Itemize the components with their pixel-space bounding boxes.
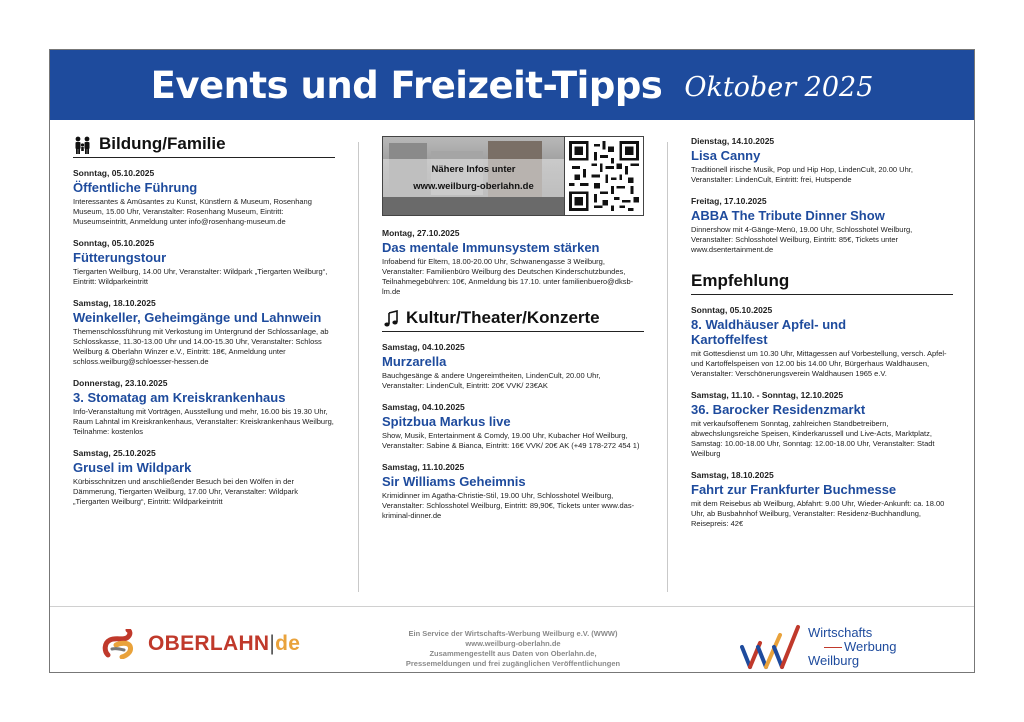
event-item [691,470,953,529]
section-heading-culture [382,308,644,332]
event-date: Dienstag, 14.10.2025 [691,136,775,146]
event-title: 8. Waldhäuser Apfel- und Kartoffelfest [691,317,847,347]
event-title: Spitzbua Markus live [382,414,511,429]
event-date: Samstag, 18.10.2025 [691,470,774,480]
www-logo-text [808,626,897,668]
event-date: Samstag, 11.10. - Sonntag, 12.10.2025 [691,390,844,400]
section-title: Kultur/Theater/Konzerte [406,308,600,327]
service-link[interactable]: www.weilburg-oberlahn.de [465,639,561,648]
event-title: Fahrt zur Frankfurter Buchmesse [691,482,897,497]
logo-suffix: de [275,632,301,655]
service-line: Ein Service der Wirtschafts-Werbung Weilburg e.V. (WWW) [408,629,618,638]
service-line: Zusammengestellt aus Daten von Oberlahn.de, [429,649,597,658]
oberlahn-logo-icon [102,629,142,659]
event-title: 3. Stomatag am Kreiskrankenhaus [73,390,286,405]
event-item [691,136,953,185]
event-date: Samstag, 04.10.2025 [382,402,465,412]
event-description: Krimidinner im Agatha-Christie-Stil, 19.00 Uhr, Schlosshotel Weilburg, Veranstalter: Schlosshotel Weilburg, Eintritt: 89,90€, Tickets unter www.das-kriminal-dinner.de [382,491,635,520]
event-date: Sonntag, 05.10.2025 [73,168,155,178]
promo-text [383,159,564,197]
page-title: Events und Freizeit-Tipps [150,63,663,107]
event-item [382,228,644,297]
event-item [691,390,953,459]
event-description: mit dem Reisebus ab Weilburg, Abfahrt: 9.00 Uhr, Wieder-Ankunft: ca. 18.00 Uhr, ab Busbahnhof Weilburg, Veranstalter: Residenz-Buchhandlung, Reisepreis: 42€ [691,499,945,528]
event-title: Fütterungstour [73,250,167,265]
section-title: Empfehlung [691,271,790,290]
event-date: Samstag, 18.10.2025 [73,298,156,308]
event-title: Sir Williams Geheimnis [382,474,526,489]
header-banner [50,50,974,120]
logo-line1: Wirtschafts [808,625,873,640]
event-title: Das mentale Immunsystem stärken [382,240,600,255]
event-item [73,378,335,437]
event-item [382,462,644,521]
event-item [691,305,953,379]
event-description: Themenschlossführung mit Verkostung im Untergrund der Schlossanlage, ab Schlosskasse, 11.30-13.00 Uhr und 14.00-15.30 Uhr, Veranstalter: Schloss Weilburg & Oberlahn Winzer e.V., Eintritt: 18€, Anmeldung unter schloss.weilburg@schloesser-hessen.de [73,327,329,366]
event-description: Kürbisschnitzen und anschließender Besuch bei den Wölfen in der Dämmerung, Tiergarten Weilburg, 17.00 Uhr, Veranstalter: Wildpark „Tiergarten Weilburg“, Eintritt: Wildparkeintritt [73,477,298,506]
event-item [73,168,335,227]
section-heading-family [73,134,335,158]
service-note [350,629,676,669]
section-title: Bildung/Familie [99,134,226,153]
event-date: Sonntag, 05.10.2025 [73,238,155,248]
event-item [382,342,644,391]
event-item [73,448,335,507]
event-description: Show, Musik, Entertainment & Comdy, 19.00 Uhr, Kubacher Hof Weilburg, Veranstalter: Sabine & Bianca, Eintritt: 16€ VVK/ 20€ AK (+49 178-272 454 1) [382,431,640,450]
event-title: Murzarella [382,354,447,369]
promo-line1: Nähere Infos unter [431,164,516,175]
event-date: Montag, 27.10.2025 [382,228,460,238]
event-title: Grusel im Wildpark [73,460,192,475]
event-date: Freitag, 17.10.2025 [691,196,767,206]
event-description: Tiergarten Weilburg, 14.00 Uhr, Veranstalter: Wildpark „Tiergarten Weilburg“, Eintritt: Wildparkeintritt [73,267,328,286]
event-date: Sonntag, 05.10.2025 [691,305,773,315]
event-description: Bauchgesänge & andere Ungereimtheiten, LindenCult, 20.00 Uhr, Veranstalter: LindenCult, Eintritt: 20€ VVK/ 23€AK [382,371,601,390]
promo-box[interactable] [382,136,644,216]
column-divider [358,142,359,592]
event-description: Interessantes & Amüsantes zu Kunst, Künstlern & Museum, Rosenhang Museum, 15.00 Uhr, Veranstalter: Rosenhang Museum, Eintritt: Museumseintritt, Anmeldung unter info@rosenhang-museum.de [73,197,312,226]
www-logo[interactable] [740,623,897,671]
promo-link[interactable]: www.weilburg-oberlahn.de [413,181,534,192]
event-date: Samstag, 25.10.2025 [73,448,156,458]
town-photo [383,137,564,215]
logo-line2: Werbung [844,639,897,654]
event-description: Info-Veranstaltung mit Vorträgen, Ausstellung und mehr, 16.00 bis 19.30 Uhr, Raum Lahntal im Kreiskrankenhaus, Veranstalter: Kreiskrankenhaus Weilburg, Teilnahme: kostenlos [73,407,334,436]
event-date: Donnerstag, 23.10.2025 [73,378,168,388]
event-date: Samstag, 04.10.2025 [382,342,465,352]
footer [50,606,974,673]
logo-line3: Weilburg [808,653,860,668]
section-heading-recommendation [691,271,953,295]
www-logo-icon [740,623,802,671]
column-divider [667,142,668,592]
logo-bar: | [269,632,276,655]
oberlahn-logo[interactable] [102,629,300,659]
flyer-sheet [49,49,975,673]
event-description: Infoabend für Eltern, 18.00-20.00 Uhr, Schwanengasse 3 Weilburg, Veranstalter: Familienbüro Weilburg des Deutschen Kinderschutzbundes, Teilnahmegebühren: 10€, Anmeldung bis 17.10. unter familienbuero@dksb-lm.de [382,257,634,296]
family-icon [73,136,93,154]
event-description: Dinnershow mit 4-Gänge-Menü, 19.00 Uhr, Schlosshotel Weilburg, Veranstalter: Schlosshotel Weilburg, Eintritt: 85€, Tickets unter www.dsentertainment.de [691,225,913,254]
service-line: Pressemeldungen und frei zugänglichen Veröffentlichungen [405,659,621,668]
qr-code-icon [564,137,643,215]
event-title: ABBA The Tribute Dinner Show [691,208,885,223]
event-title: Öffentliche Führung [73,180,198,195]
column-family [73,134,335,518]
event-title: 36. Barocker Residenzmarkt [691,402,866,417]
event-title: Weinkeller, Geheimgänge und Lahnwein [73,310,322,325]
logo-name: OBERLAHN [148,632,270,655]
event-item [691,196,953,255]
month-label: Oktober 2025 [684,71,874,103]
column-middle [382,128,644,532]
event-description: Traditionell irische Musik, Pop und Hip Hop, LindenCult, 20.00 Uhr, Veranstalter: LindenCult, Eintritt: frei, Hutspende [691,165,913,184]
event-item [382,402,644,451]
column-right [691,136,953,540]
event-item [73,238,335,287]
event-description: mit Gottesdienst um 10.30 Uhr, Mittagessen auf Vorbestellung, versch. Apfel- und Kartoffelspeisen von 12.00 bis 14.00 Uhr, Bürgerhaus Waldhausen, Veranstalter: Verschönerungsverein Waldhausen 1965 e.V. [691,349,947,378]
event-title: Lisa Canny [691,148,761,163]
event-item [73,298,335,367]
event-date: Samstag, 11.10.2025 [382,462,465,472]
music-note-icon [382,310,400,328]
event-description: mit verkaufsoffenem Sonntag, zahlreichen Standbetreibern, abwechslungsreiche Speisen, Kinderkarussell und Live-Acts, Marktplatz, Samstag: 10.00-18.00 Uhr, Sonntag: 12.00-18.00 Uhr, Veranstalter: Stadt Weilburg [691,419,935,458]
